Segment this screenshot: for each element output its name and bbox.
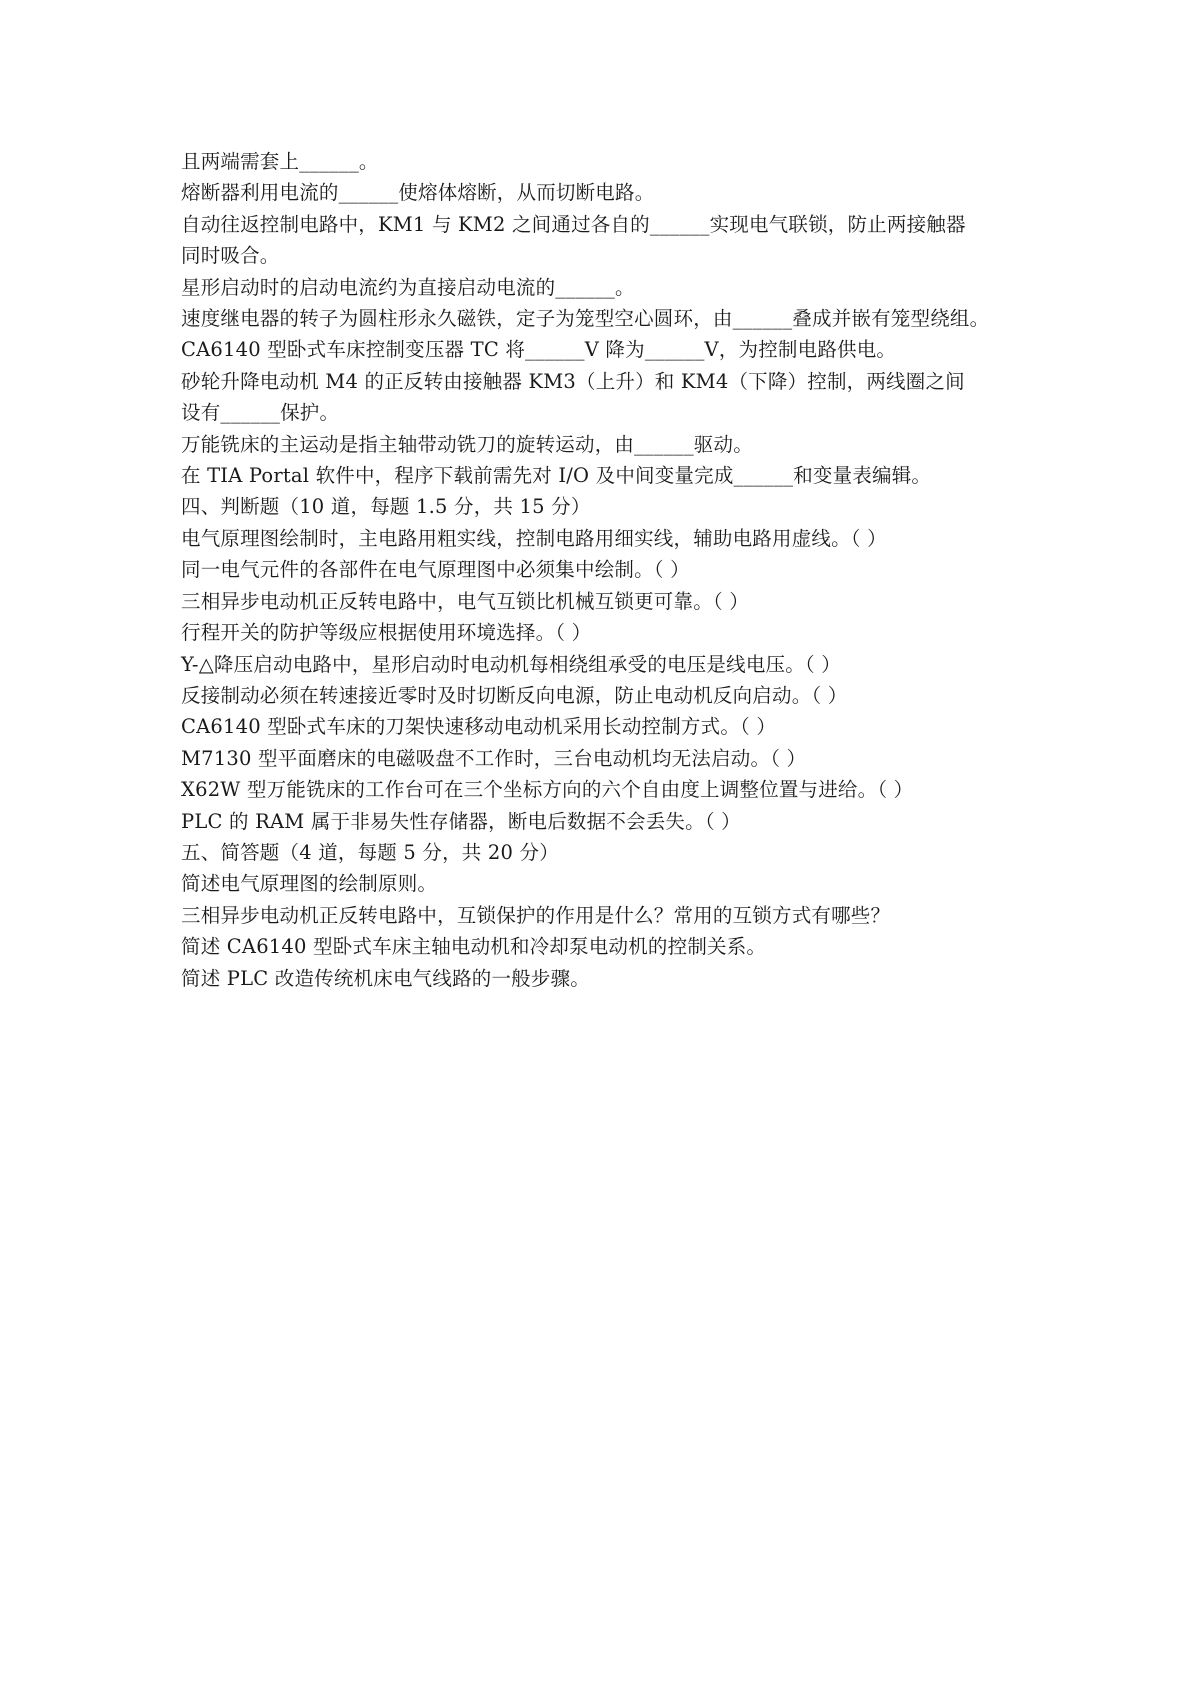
text-line: 同一电气元件的各部件在电气原理图中必须集中绘制。（ ） <box>181 558 690 582</box>
text-line: 砂轮升降电动机 M4 的正反转由接触器 KM3（上升）和 KM4（下降）控制，两线圈之间 <box>181 369 965 393</box>
text-line: 星形启动时的启动电流约为直接启动电流的______。 <box>181 275 635 299</box>
section-heading: 四、判断题（10 道，每题 1.5 分，共 15 分） <box>181 495 591 519</box>
text-line: 且两端需套上______。 <box>181 150 379 173</box>
text-line: 速度继电器的转子为圆柱形永久磁铁，定子为笼型空心圆环，由______叠成并嵌有笼型绕组。 <box>181 307 990 331</box>
section-heading: 五、简答题（4 道，每题 5 分，共 20 分） <box>181 840 559 864</box>
text-line: X62W 型万能铣床的工作台可在三个坐标方向的六个自由度上调整位置与进给。（ ） <box>181 778 914 802</box>
text-line: M7130 型平面磨床的电磁吸盘不工作时，三台电动机均无法启动。（ ） <box>181 746 807 770</box>
text-line: 简述 CA6140 型卧式车床主轴电动机和冷却泵电动机的控制关系。 <box>181 935 767 959</box>
text-line: Y-△降压启动电路中，星形启动时电动机每相绕组承受的电压是线电压。（ ） <box>181 652 841 676</box>
text-line: 熔断器利用电流的______使熔体熔断，从而切断电路。 <box>181 181 655 205</box>
text-line: 设有______保护。 <box>181 401 340 425</box>
text-line: 同时吸合。 <box>181 244 280 268</box>
text-line: 简述 PLC 改造传统机床电气线路的一般步骤。 <box>181 966 590 990</box>
text-line: 反接制动必须在转速接近零时及时切断反向电源，防止电动机反向启动。（ ） <box>181 683 848 707</box>
text-line: 电气原理图绘制时，主电路用粗实线，控制电路用细实线，辅助电路用虚线。（ ） <box>181 526 887 550</box>
text-line: 自动往返控制电路中，KM1 与 KM2 之间通过各自的______实现电气联锁，防止两接触器 <box>181 212 966 236</box>
text-line: 简述电气原理图的绘制原则。 <box>181 872 438 896</box>
text-line: PLC 的 RAM 属于非易失性存储器，断电后数据不会丢失。（ ） <box>181 809 741 833</box>
document-page <box>181 146 1021 994</box>
text-line: 万能铣床的主运动是指主轴带动铣刀的旋转运动，由______驱动。 <box>181 432 753 456</box>
text-line: 行程开关的防护等级应根据使用环境选择。（ ） <box>181 621 592 645</box>
text-line: CA6140 型卧式车床控制变压器 TC 将______V 降为______V，为控制电路供电。 <box>181 338 897 362</box>
text-line: CA6140 型卧式车床的刀架快速移动电动机采用长动控制方式。（ ） <box>181 715 777 739</box>
text-line: 三相异步电动机正反转电路中，互锁保护的作用是什么？常用的互锁方式有哪些？ <box>181 903 891 927</box>
text-line: 三相异步电动机正反转电路中，电气互锁比机械互锁更可靠。（ ） <box>181 589 749 613</box>
text-line: 在 TIA Portal 软件中，程序下载前需先对 I/O 及中间变量完成______和变量表编辑。 <box>181 464 932 488</box>
